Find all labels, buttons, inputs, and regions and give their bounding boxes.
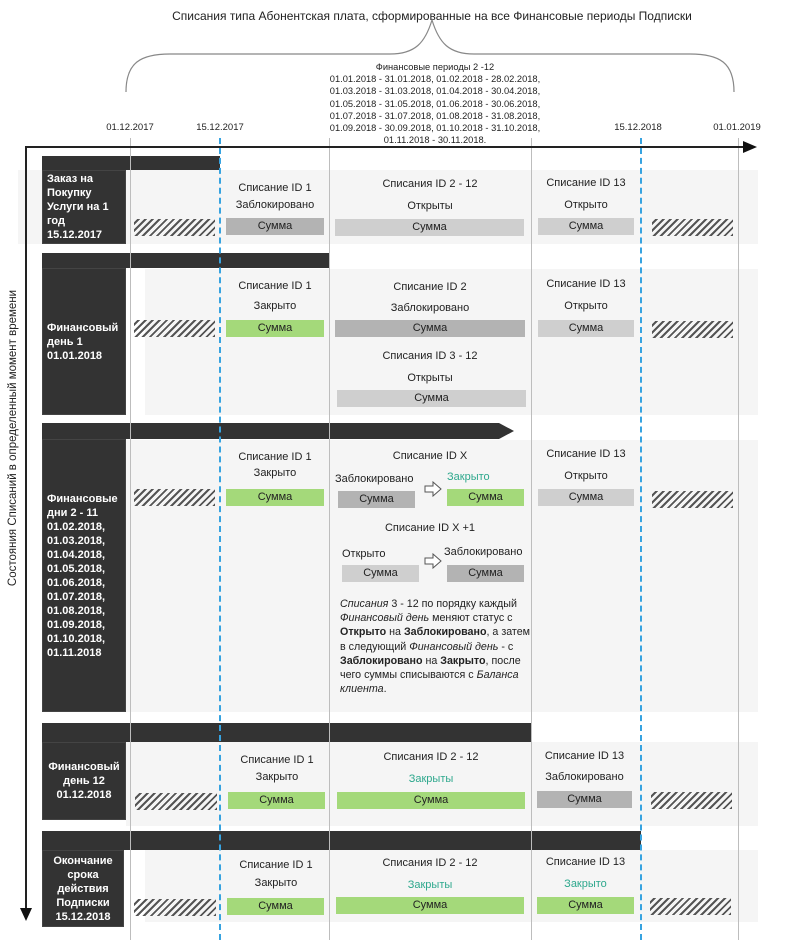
duration-bar: [42, 253, 329, 268]
label-line: Финансовые: [47, 492, 118, 505]
label-line: 01.02.2018,: [47, 520, 106, 533]
note-part: на: [386, 626, 404, 639]
writeoff-title: Списание ID 1: [238, 451, 312, 463]
sum-box-open: Сумма: [337, 390, 526, 407]
state-axis: [25, 146, 27, 916]
note-part: , после чего суммы списываются с: [340, 654, 521, 682]
label-line: действия: [57, 882, 109, 895]
label-line: 01.06.2018,: [47, 576, 106, 589]
sum-box-closed: Сумма: [447, 489, 524, 506]
sum-box-blocked: Сумма: [537, 791, 632, 808]
transition-arrow-icon: [424, 553, 442, 569]
hatched-period: [652, 219, 733, 236]
period-line: 01.05.2018 - 31.05.2018, 01.06.2018 - 30.06.2018,: [329, 98, 541, 109]
writeoff-status: Закрыты: [407, 879, 453, 891]
hatched-period: [134, 320, 215, 337]
note-part: Финансовый день: [340, 612, 430, 625]
state-axis-arrow-icon: [20, 908, 32, 921]
marker-15-12-2018: [640, 138, 642, 940]
writeoff-title: Списание ID 1: [240, 754, 314, 766]
sum-box-closed: Сумма: [336, 897, 524, 914]
writeoff-title: Списание ID X: [392, 450, 468, 462]
sum-box-open: Сумма: [538, 320, 634, 337]
note-part: .: [383, 683, 387, 696]
writeoff-status: Закрыто: [253, 467, 297, 479]
sum-box-blocked: Сумма: [338, 491, 415, 508]
period-line: 01.01.2018 - 31.01.2018, 01.02.2018 - 28.02.2018,: [329, 74, 541, 85]
sum-box-closed: Сумма: [227, 898, 324, 915]
sum-box-closed: Сумма: [337, 792, 525, 809]
date-label: 01.01.2019: [713, 122, 761, 133]
date-label: 15.12.2018: [614, 122, 662, 133]
y-axis-label: Состояния Списаний в определенный момент времени: [7, 289, 19, 587]
writeoff-title: Списания ID 2 - 12: [383, 751, 479, 763]
label-line: срока: [67, 868, 99, 881]
duration-bar: [42, 156, 220, 170]
hatched-period: [652, 491, 733, 508]
duration-bar: [42, 831, 641, 850]
label-line: день 1: [47, 335, 83, 348]
status-to: Заблокировано: [444, 546, 523, 558]
status-to: Закрыто: [447, 471, 490, 483]
label-line: Финансовый: [47, 321, 119, 334]
status-from: Открыто: [342, 548, 386, 560]
writeoff-title: Списание ID 1: [238, 182, 312, 194]
hatched-period: [652, 321, 733, 338]
row-label-subscription-end: [42, 850, 124, 927]
row-label-financial-day-12: [42, 742, 126, 820]
sum-box-blocked: Сумма: [226, 218, 324, 235]
writeoff-status: Заблокировано: [390, 302, 470, 314]
note-part: Заблокировано: [340, 654, 423, 667]
label-line: Покупку: [47, 187, 92, 199]
writeoff-status: Закрыты: [408, 773, 454, 785]
gridline-period-end: [531, 138, 532, 940]
writeoff-status: Заблокировано: [235, 199, 315, 211]
writeoff-status: Заблокировано: [545, 771, 624, 783]
writeoff-status: Закрыто: [254, 877, 298, 889]
label-line: Окончание: [53, 854, 113, 867]
label-line: 01.12.2018: [56, 789, 112, 801]
writeoff-title: Списания ID 3 - 12: [382, 350, 478, 362]
sum-box-open: Сумма: [335, 219, 524, 236]
note-part: 3 - 12 по порядку каждый: [388, 598, 517, 610]
marker-15-12-2017: [219, 138, 221, 940]
sum-box-open: Сумма: [342, 565, 419, 582]
note-part: Финансовый день: [409, 640, 499, 653]
note-part: на: [422, 654, 441, 667]
financial-periods-block: [290, 61, 580, 146]
sum-box-open: Сумма: [538, 489, 634, 506]
note-part: Открыто: [340, 626, 387, 639]
time-axis: [25, 146, 747, 148]
note-part: Закрыто: [440, 654, 486, 667]
writeoff-title: Списания ID 2 - 12: [382, 178, 478, 190]
label-line: 01.09.2018,: [47, 618, 106, 631]
status-from: Заблокировано: [335, 473, 414, 485]
writeoff-title: Списание ID 13: [546, 177, 626, 189]
period-line: 01.09.2018 - 30.09.2018, 01.10.2018 - 31.10.2018,: [329, 123, 541, 134]
writeoff-title: Списание ID 2: [393, 281, 467, 293]
writeoff-status: Открыто: [564, 199, 608, 211]
note-part: меняют статус с: [429, 612, 513, 625]
sum-box-closed: Сумма: [228, 792, 325, 809]
writeoff-title: Списания ID 2 - 12: [382, 857, 478, 869]
gridline-period-start: [329, 138, 330, 940]
writeoff-title: Списание ID 1: [239, 859, 313, 871]
writeoff-status: Открыты: [407, 372, 453, 384]
sum-box-blocked: Сумма: [447, 565, 524, 582]
date-label: 15.12.2017: [196, 122, 244, 133]
label-line: 01.04.2018,: [47, 548, 106, 561]
note-part: Списания: [340, 598, 389, 610]
writeoff-title: Списание ID 13: [546, 278, 626, 290]
time-axis-arrow-icon: [743, 141, 757, 153]
gridline-01-12-2017: [130, 138, 131, 940]
transition-arrow-icon: [424, 481, 442, 497]
label-line: Финансовый: [48, 761, 120, 773]
note-part: Баланса клиента: [340, 669, 519, 696]
row-label-order: [42, 170, 126, 244]
label-line: 01.03.2018,: [47, 534, 106, 547]
writeoff-status: Открыто: [564, 470, 608, 482]
note-part: , а затем в следующий: [340, 626, 530, 653]
hatched-period: [134, 489, 215, 506]
label-line: 01.10.2018,: [47, 632, 106, 645]
hatched-period: [134, 219, 215, 236]
label-line: Заказ на: [47, 173, 94, 185]
label-line: год: [47, 215, 65, 227]
period-line: 01.07.2018 - 31.07.2018, 01.08.2018 - 31.08.2018,: [329, 110, 541, 121]
sum-box-open: Сумма: [538, 218, 634, 235]
row-label-financial-day-1: [42, 268, 126, 415]
label-line: день 12: [63, 775, 105, 787]
date-label: 01.12.2017: [106, 122, 154, 133]
row-label-financial-days-2-11: [42, 439, 126, 712]
label-line: Услуги на 1: [47, 201, 109, 213]
sum-box-closed: Сумма: [537, 897, 634, 914]
label-line: 01.07.2018,: [47, 590, 106, 603]
period-line: 01.11.2018 - 30.11.2018.: [383, 135, 487, 146]
label-line: Подписки: [56, 896, 110, 909]
hatched-period: [650, 898, 731, 915]
writeoff-status: Открыто: [564, 300, 608, 312]
sum-box-closed: Сумма: [226, 320, 324, 337]
writeoff-status: Закрыто: [564, 878, 607, 890]
gridline-01-01-2019: [738, 138, 739, 940]
sum-box-blocked: Сумма: [335, 320, 525, 337]
writeoff-title: Списание ID 1: [238, 280, 312, 292]
note-part: - с: [498, 640, 514, 653]
diagram-title: Списания типа Абонентская плата, сформированные на все Финансовые периоды Подписки: [172, 9, 692, 23]
hatched-period: [651, 792, 732, 809]
writeoff-status: Открыты: [407, 200, 453, 212]
label-line: 15.12.2018: [55, 910, 111, 923]
duration-bar: [42, 723, 531, 742]
periods-heading: Финансовые периоды 2 -12: [375, 62, 495, 72]
label-line: дни 2 - 11: [47, 506, 98, 519]
sum-box-closed: Сумма: [226, 489, 324, 506]
writeoff-status: Закрыто: [253, 300, 297, 312]
writeoff-title: Списание ID 13: [545, 856, 626, 868]
hatched-period: [135, 793, 217, 810]
hatched-period: [134, 899, 216, 916]
note-part: Заблокировано: [403, 626, 487, 639]
label-line: 01.11.2018: [47, 646, 102, 659]
label-line: 01.01.2018: [47, 349, 103, 362]
label-line: 01.08.2018,: [47, 604, 106, 617]
writeoff-title: Списание ID X +1: [384, 522, 476, 534]
period-line: 01.03.2018 - 31.03.2018, 01.04.2018 - 30.04.2018,: [329, 86, 541, 97]
explanation-note: [340, 597, 530, 696]
writeoff-title: Списание ID 13: [544, 750, 625, 762]
writeoff-status: Закрыто: [255, 771, 299, 783]
writeoff-title: Списание ID 13: [546, 448, 626, 460]
label-line: 15.12.2017: [47, 229, 103, 241]
label-line: 01.05.2018,: [47, 562, 106, 575]
